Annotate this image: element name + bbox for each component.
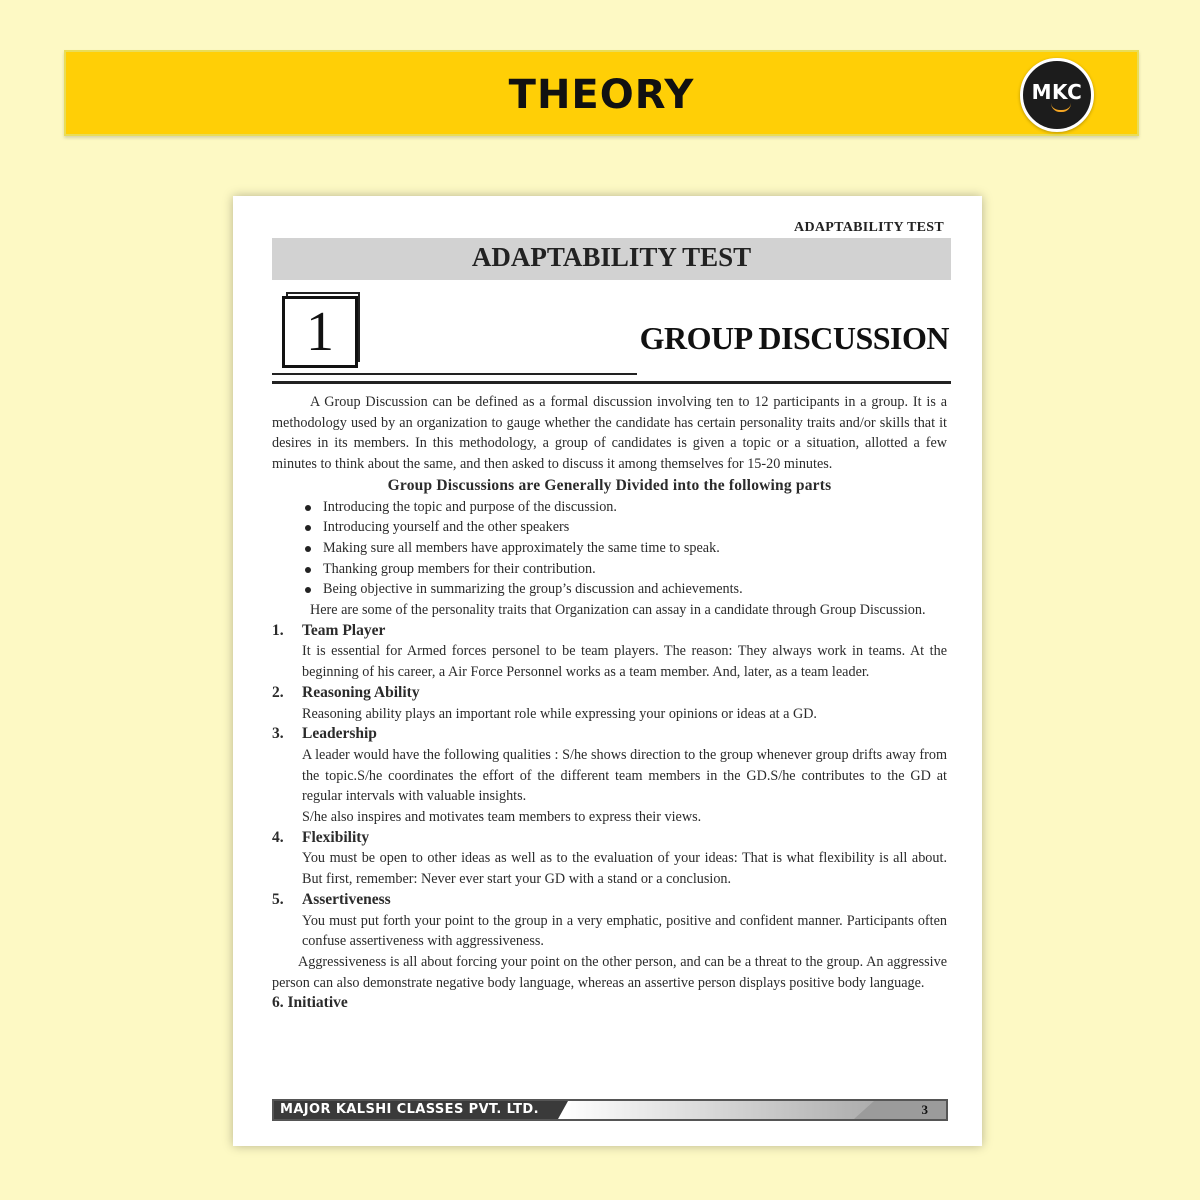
section-heading	[272, 621, 947, 642]
banner-title: THEORY	[508, 72, 695, 118]
section-number: 3.	[272, 725, 284, 743]
section-number: 2.	[272, 683, 284, 701]
section-heading	[272, 890, 947, 911]
footer-publisher: MAJOR KALSHI CLASSES PVT. LTD.	[280, 1102, 539, 1117]
rule-thick	[272, 381, 951, 384]
section-title: Reasoning Ability	[302, 683, 420, 701]
intro-paragraph: A Group Discussion can be defined as a formal discussion involving ten to 12 participants in a group. It is a methodology used by an organization to gauge whether the candidate has certain personality traits and/or skills that it desires in its members. In this methodology, a group of candidates is given a topic or a situation, allotted a few minutes to think about the same, and then asked to discuss it among themselves for 15-20 minutes.	[272, 394, 947, 473]
running-head: ADAPTABILITY TEST	[794, 220, 944, 235]
section-heading	[272, 724, 947, 745]
section-number: 5.	[272, 890, 284, 908]
section-text: You must put forth your point to the group in a very emphatic, positive and confident manner. Participants often confuse assertiveness with aggressiveness.	[302, 912, 947, 950]
section-heading-initiative: 6. Initiative	[272, 994, 348, 1012]
chapter-number-box	[282, 296, 358, 368]
chapter-number: 1	[306, 301, 334, 363]
logo-smile-icon	[1051, 103, 1071, 112]
logo-text: MKC	[1031, 80, 1083, 104]
section-text-extra: S/he also inspires and motivates team members to express their views.	[302, 809, 702, 826]
section-text: It is essential for Armed forces personel to be team players. The reason: They always work in teams. At the beginning of his career, a Air Force Personnel works as a team member. And, later, as a team leader.	[302, 643, 947, 681]
section-title: Leadership	[302, 725, 377, 743]
list-item: Thanking group members for their contribution.	[272, 559, 947, 580]
mkc-logo	[1020, 58, 1094, 132]
section-title: Team Player	[302, 621, 386, 639]
section-title: Flexibility	[302, 828, 370, 846]
section-heading	[272, 683, 947, 704]
traits-intro: Here are some of the personality traits that Organization can assay in a candidate through Group Discussion.	[310, 602, 926, 619]
list-item: Being objective in summarizing the group’s discussion and achievements.	[272, 579, 947, 600]
section-heading	[272, 828, 947, 849]
title-bar	[272, 238, 951, 280]
section-title: Assertiveness	[302, 890, 391, 908]
list-item: Introducing the topic and purpose of the discussion.	[272, 497, 947, 518]
section-text: Reasoning ability plays an important role while expressing your opinions or ideas at a GD.	[302, 705, 817, 722]
document-page	[233, 196, 982, 1146]
parts-list	[272, 497, 947, 601]
section-number: 4.	[272, 828, 284, 846]
list-item: Introducing yourself and the other speakers	[272, 517, 947, 538]
title-bar-text: ADAPTABILITY TEST	[471, 242, 752, 272]
chapter-title: GROUP DISCUSSION	[639, 320, 949, 356]
section-number: 1.	[272, 621, 284, 639]
document-body	[272, 392, 947, 1014]
page-number: 3	[921, 1102, 928, 1117]
parts-heading: Group Discussions are Generally Divided into the following parts	[387, 476, 832, 494]
header-banner	[64, 50, 1139, 136]
page-footer	[272, 1099, 948, 1121]
section-text: You must be open to other ideas as well as to the evaluation of your ideas: That is what flexibility is all about. But first, remember: Never ever start your GD with a stand or a conclusion.	[302, 850, 947, 888]
section-text: A leader would have the following qualities : S/he shows direction to the group whenever group drifts away from the topic.S/he coordinates the effort of the different team members in the GD.S/he contributes to the GD at regular intervals with valuable insights.	[302, 746, 947, 805]
aggressiveness-paragraph: Aggressiveness is all about forcing your point on the other person, and can be a threat to the group. An aggressive person can also demonstrate negative body language, whereas an assertive person displays positive body language.	[272, 953, 947, 991]
rule-thin	[272, 373, 637, 375]
list-item: Making sure all members have approximately the same time to speak.	[272, 538, 947, 559]
